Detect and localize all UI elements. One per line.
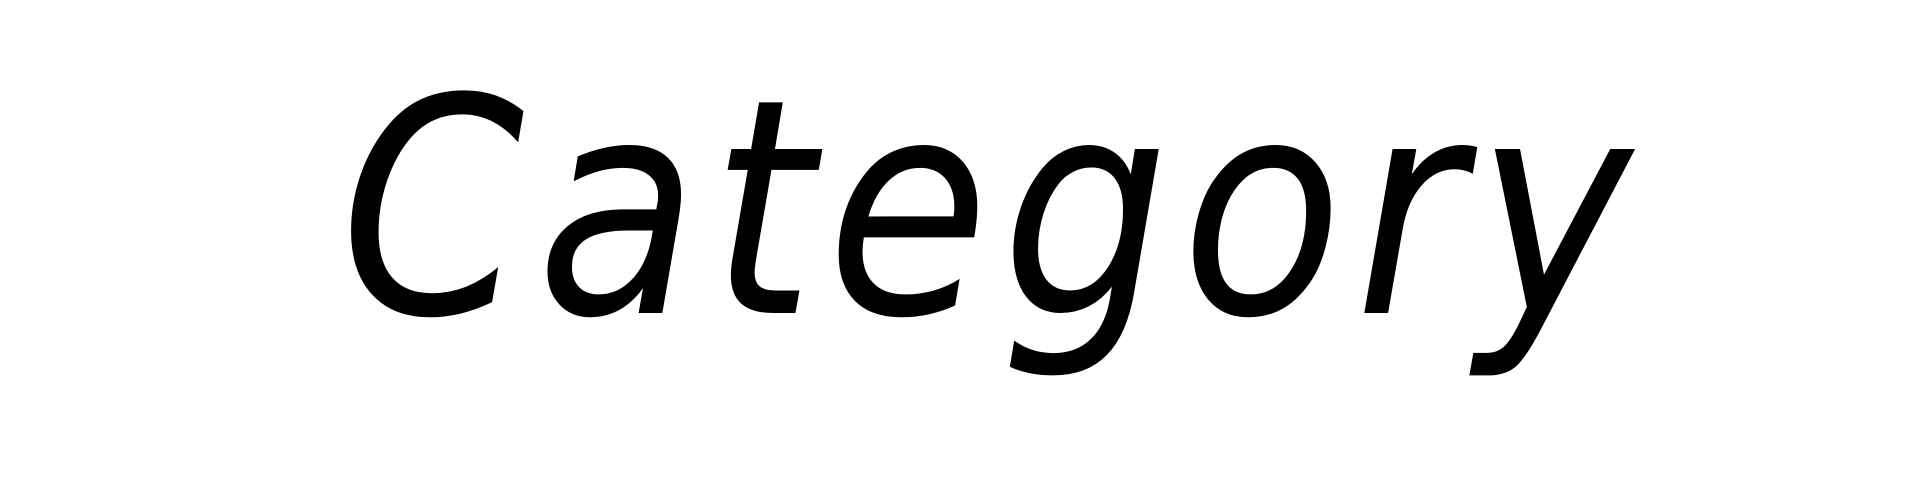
handwritten-word: Category xyxy=(340,35,1645,384)
